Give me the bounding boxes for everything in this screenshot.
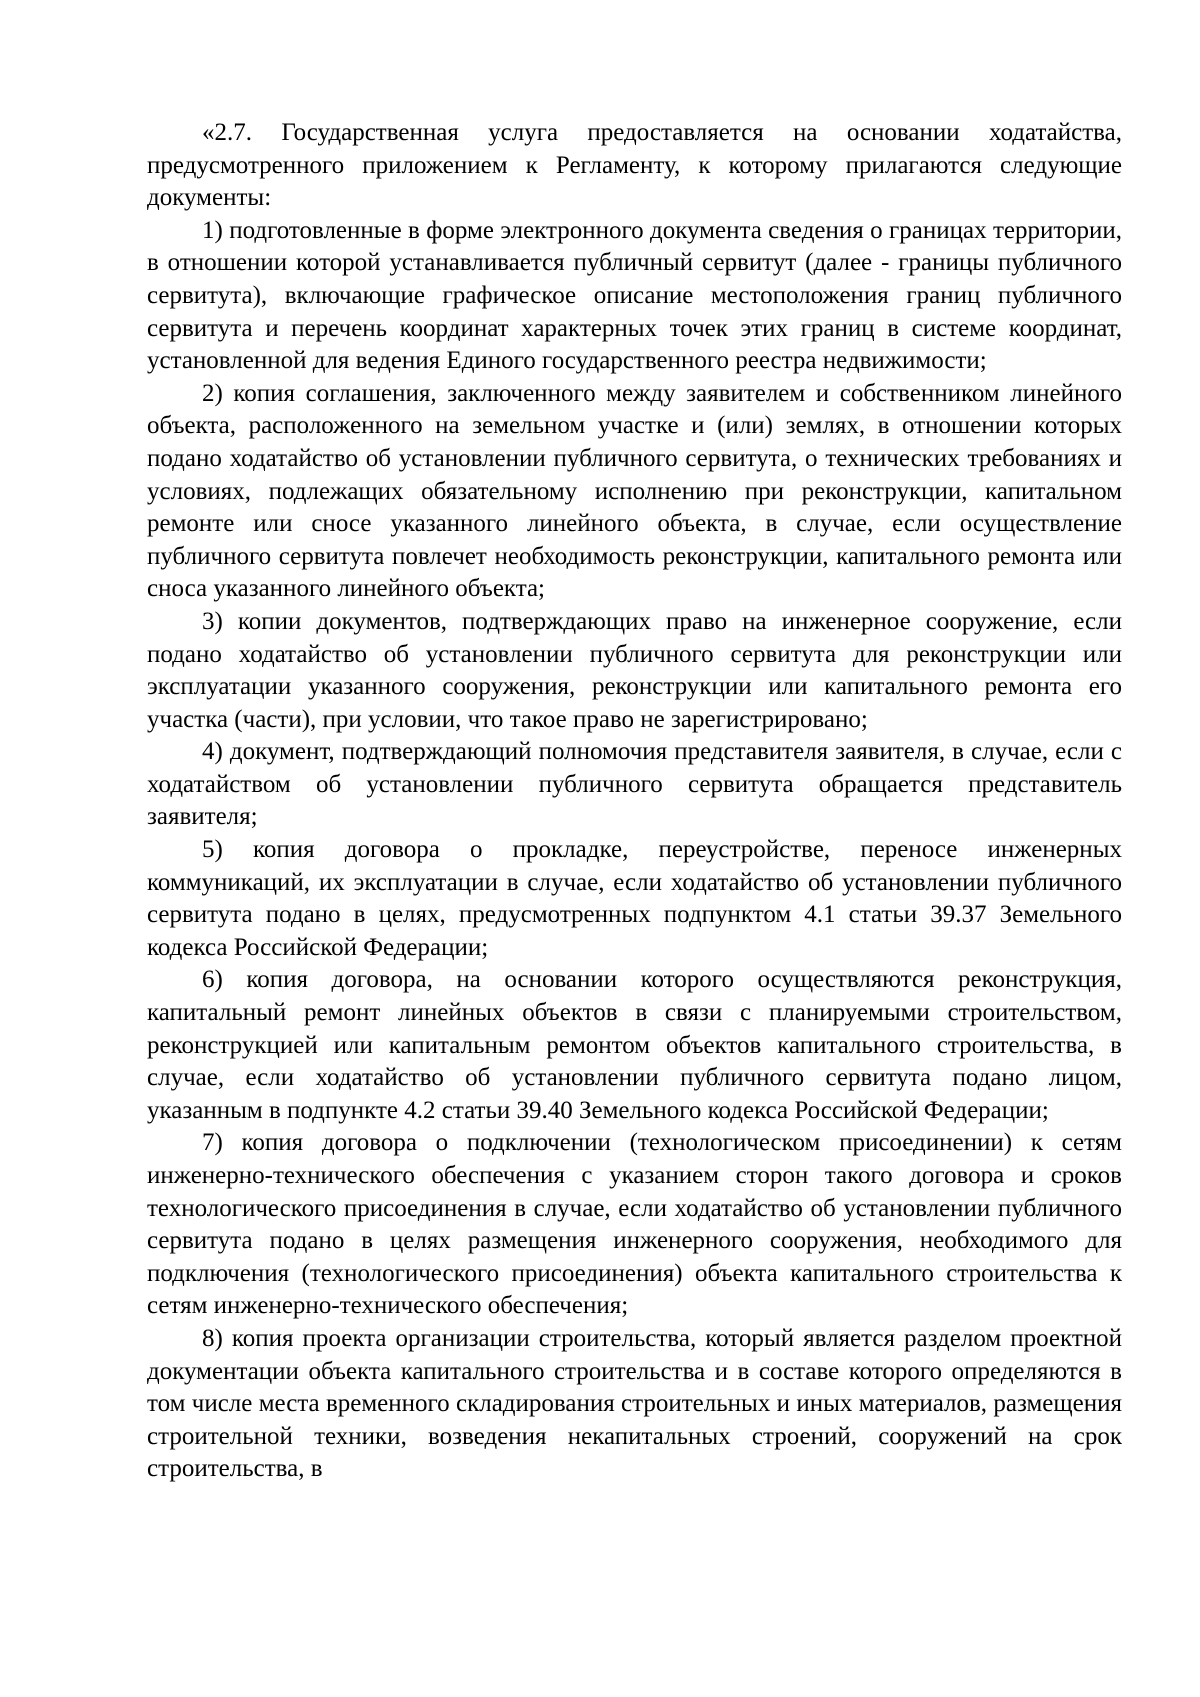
paragraph-intro: «2.7. Государственная услуга предоставляется на основании ходатайства, предусмотренного приложением к Регламенту, к которому прилагаются следующие документы: (147, 119, 1122, 212)
list-item-3: 3) копии документов, подтверждающих право на инженерное сооружение, если подано ходатайство об установлении публичного сервитута для реконструкции или эксплуатации указанного сооружения, реконструкции или капитального ремонта его участка (части), при условии, что такое право не зарегистрировано; (147, 607, 1122, 733)
document-body (147, 117, 1122, 1486)
list-item-6: 6) копия договора, на основании которого осуществляются реконструкция, капитальный ремонт линейных объектов в связи с планируемыми строительством, реконструкцией или капитальным ремонтом объектов капитального строительства, в случае, если ходатайство об установлении публичного сервитута подано лицом, указанным в подпункте 4.2 статьи 39.40 Земельного кодекса Российской Федерации; (147, 966, 1122, 1124)
list-item-8: 8) копия проекта организации строительства, который является разделом проектной документации объекта капитального строительства и в составе которого определяются в том числе места временного складирования строительных и иных материалов, размещения строительной техники, возведения некапитальных строений, сооружений на срок строительства, в (147, 1324, 1122, 1483)
list-item-1: 1) подготовленные в форме электронного документа сведения о границах территории, в отношении которой устанавливается публичный сервитут (далее - границы публичного сервитута), включающие графическое описание местоположения границ публичного сервитута и перечень координат характерных точек этих границ в системе координат, установленной для ведения Единого государственного реестра недвижимости; (147, 216, 1122, 375)
list-item-5: 5) копия договора о прокладке, переустройстве, переносе инженерных коммуникаций, их эксплуатации в случае, если ходатайство об установлении публичного сервитута подано в целях, предусмотренных подпунктом 4.1 статьи 39.37 Земельного кодекса Российской Федерации; (147, 836, 1122, 961)
list-item-2: 2) копия соглашения, заключенного между заявителем и собственником линейного объекта, расположенного на земельном участке и (или) землях, в отношении которых подано ходатайство об установлении публичного сервитута, о технических требованиях и условиях, подлежащих обязательному исполнению при реконструкции, капитальном ремонте или сносе указанного линейного объекта, в случае, если осуществление публичного сервитута повлечет необходимость реконструкции, капитального ремонта или сноса указанного линейного объекта; (147, 379, 1122, 603)
list-item-4: 4) документ, подтверждающий полномочия представителя заявителя, в случае, если с ходатайством об установлении публичного сервитута обращается представитель заявителя; (147, 738, 1122, 831)
list-item-7: 7) копия договора о подключении (технологическом присоединении) к сетям инженерно-технического обеспечения с указанием сторон такого договора и сроков технологического присоединения в случае, если ходатайство об установлении публичного сервитута подано в целях размещения инженерного сооружения, необходимого для подключения (технологического присоединения) объекта капитального строительства к сетям инженерно-технического обеспечения; (147, 1129, 1122, 1320)
